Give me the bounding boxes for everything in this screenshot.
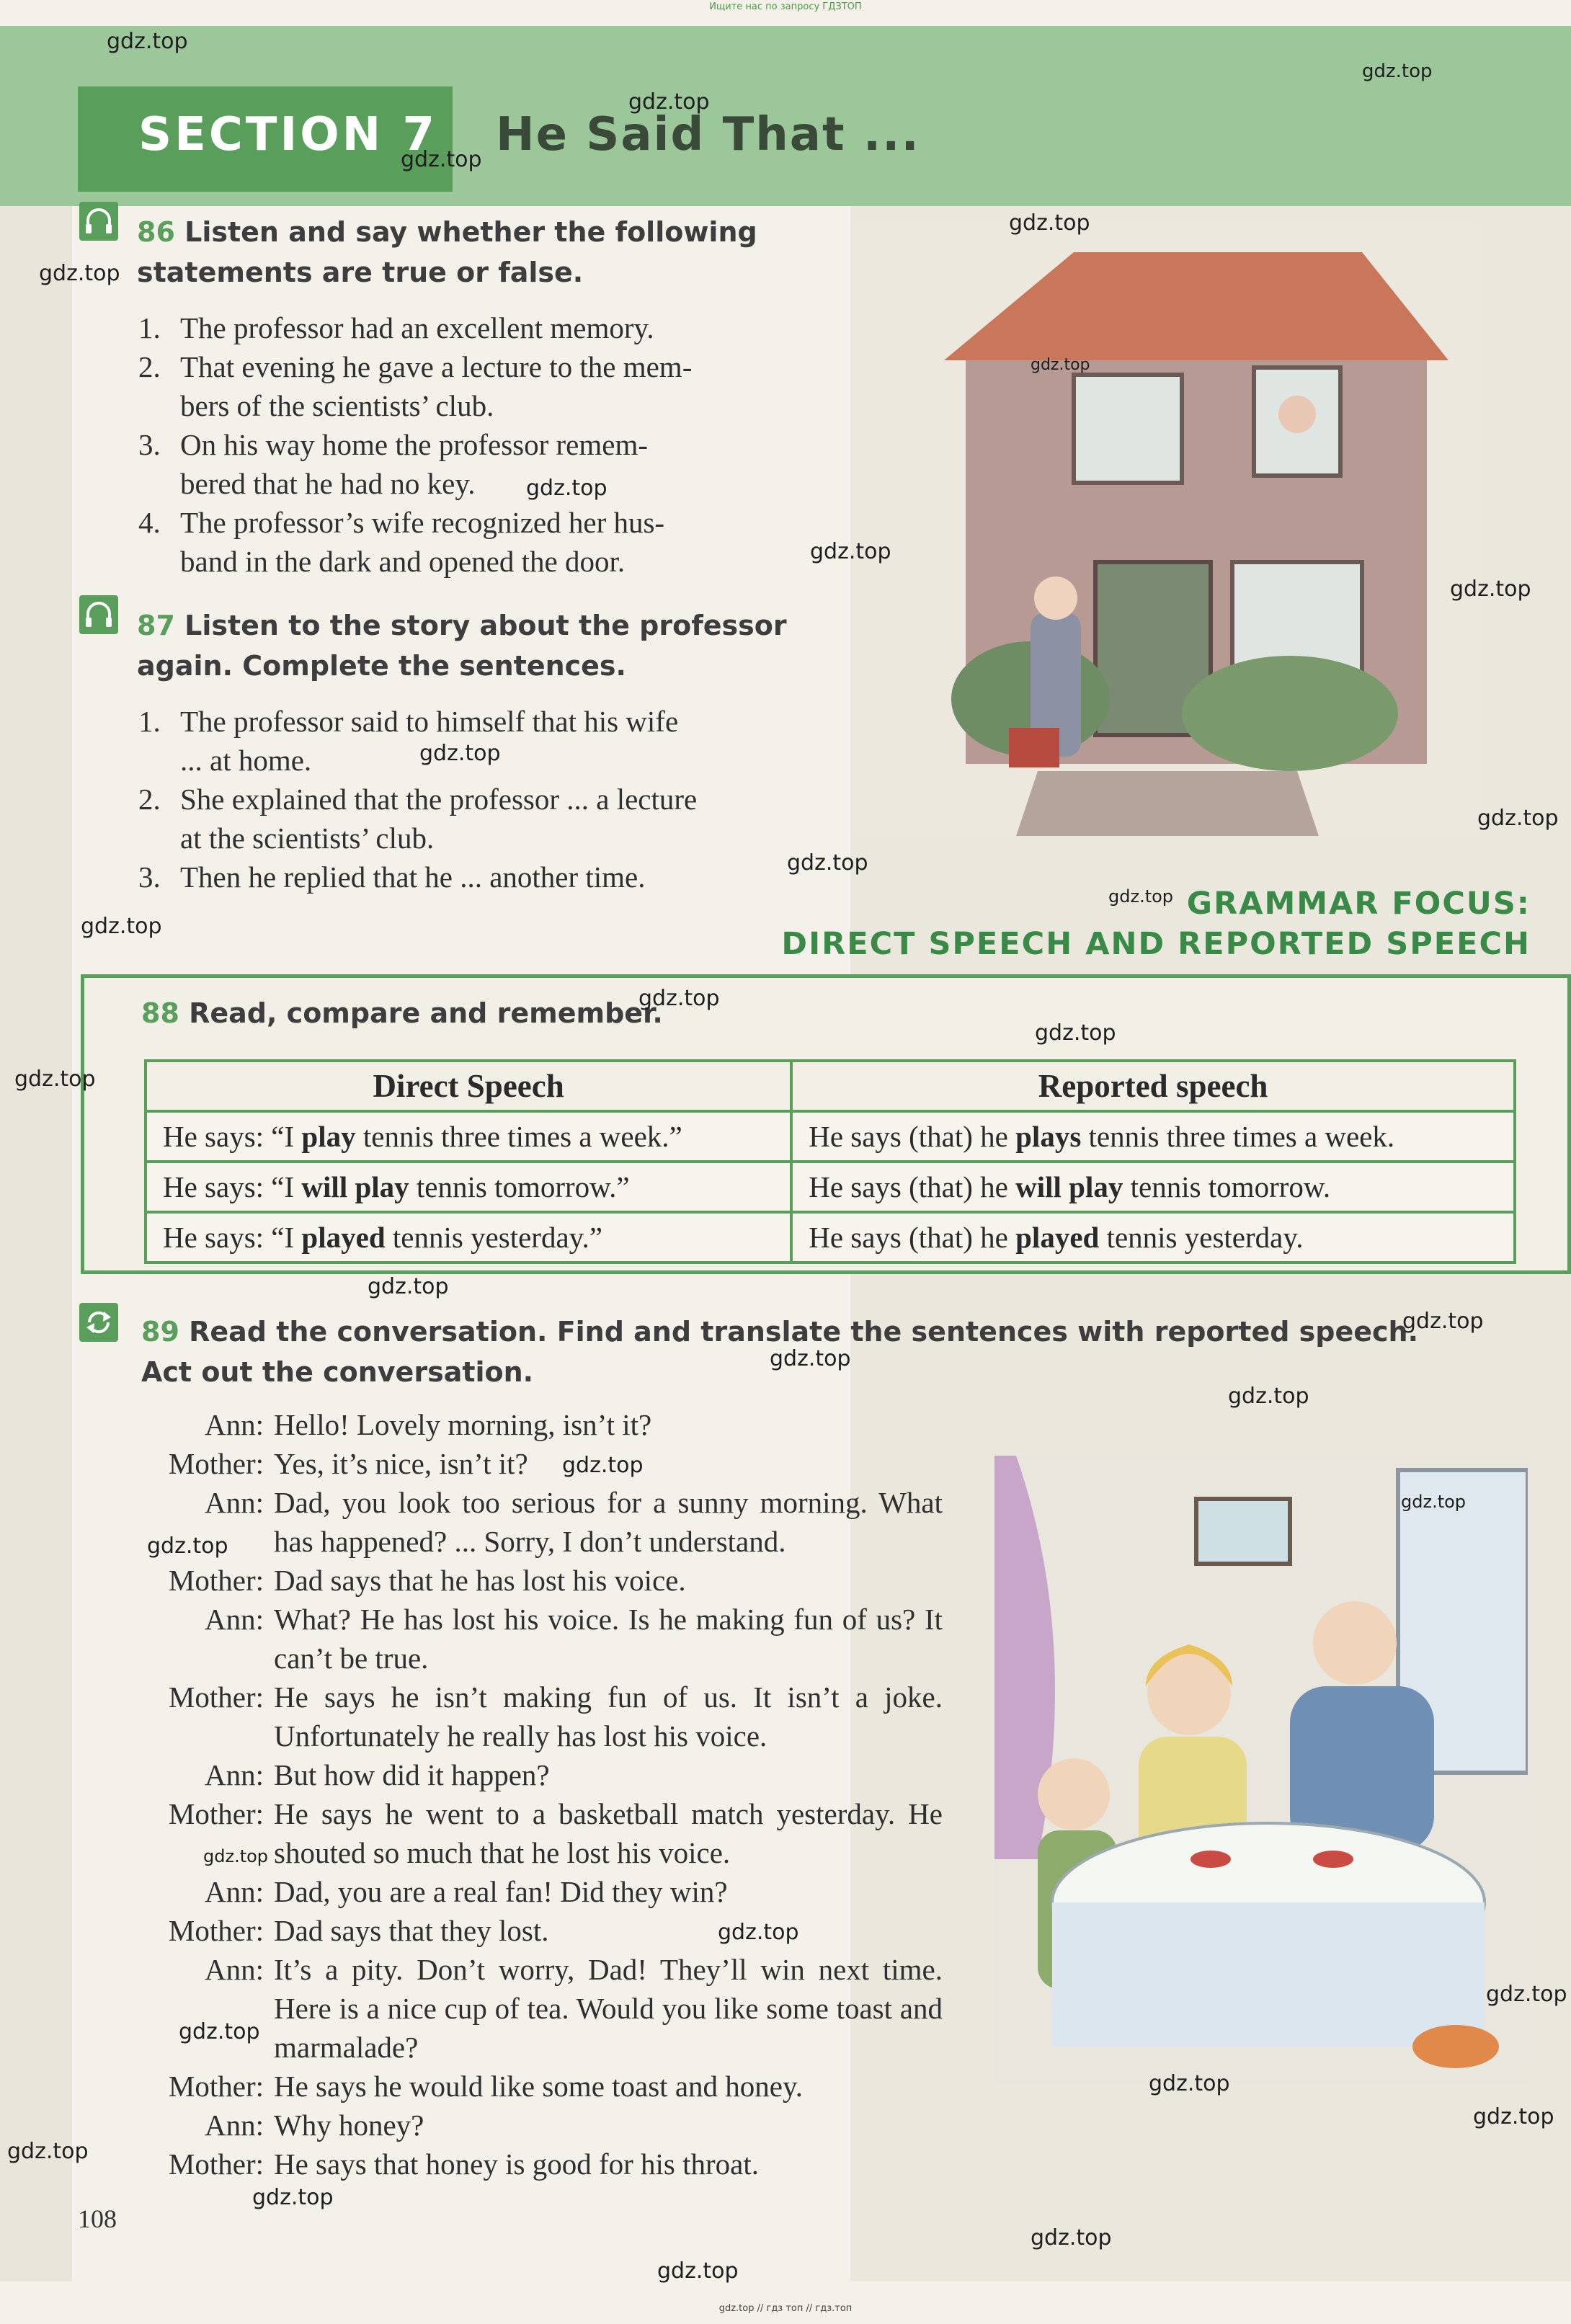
list-item: 3. Then he replied that he ... another time.: [138, 860, 646, 894]
grammar-focus-line: DIRECT SPEECH AND REPORTED SPEECH: [781, 926, 1531, 962]
exercise-instruction: Act out the conversation.: [141, 1356, 534, 1388]
exercise-number: 88: [141, 997, 179, 1029]
line-text: It’s a pity. Don’t worry, Dad! They’ll win next time. Here is a nice cup of tea. Would you like some toast and marmalade?: [274, 1953, 943, 2064]
exercise-87-heading: [137, 605, 787, 686]
dialogue-line: [135, 1600, 943, 1678]
watermark: gdz.top: [1401, 1492, 1467, 1512]
speaker: Mother:: [168, 1564, 264, 1597]
direct-speech-cell: He says: “I will play tennis tomorrow.”: [146, 1162, 791, 1212]
direct-speech-cell: He says: “I play tennis three times a week.”: [146, 1111, 791, 1162]
line-text: Dad, you look too serious for a sunny morning. What has happened? ... Sorry, I don’t understand.: [274, 1486, 943, 1558]
watermark: gdz.top: [562, 1453, 644, 1478]
dialogue-line: [135, 1444, 943, 1483]
watermark: gdz.top: [14, 1067, 96, 1092]
watermark: gdz.top: [1473, 2104, 1554, 2129]
column-header: Reported speech: [791, 1061, 1515, 1111]
page-number: 108: [78, 2204, 117, 2233]
speaker: Ann:: [205, 1758, 264, 1791]
dialogue: [135, 1405, 943, 2183]
tablecloth: [1052, 1902, 1485, 2047]
briefcase: [1009, 728, 1059, 767]
speaker: Ann:: [205, 2109, 264, 2142]
watermark: gdz.top: [179, 2019, 260, 2044]
dialogue-line: [135, 2106, 943, 2145]
table-row: [146, 1111, 1515, 1162]
table-row: [146, 1212, 1515, 1263]
watermark: gdz.top: [81, 914, 162, 939]
speaker: Ann:: [205, 1408, 264, 1441]
column-header: Direct Speech: [146, 1061, 791, 1111]
exercise-instruction: again. Complete the sentences.: [137, 650, 626, 682]
section-label: SECTION 7: [138, 108, 438, 161]
speaker: Mother:: [168, 2147, 264, 2181]
house-illustration: [858, 223, 1477, 836]
line-text: Hello! Lovely morning, isn’t it?: [274, 1408, 652, 1441]
line-text: He says he went to a basketball match yesterday. He shouted so much that he lost his voice.: [274, 1797, 943, 1869]
watermark: gdz.top: [401, 147, 482, 172]
line-text: Why honey?: [274, 2109, 424, 2142]
headphones-icon[interactable]: [79, 202, 118, 241]
repeat-icon[interactable]: [79, 1303, 118, 1342]
watermark: gdz.top: [1149, 2071, 1230, 2096]
line-text: He says he isn’t making fun of us. It isn’t a joke. Unfortunately he really has lost his voice.: [274, 1680, 943, 1753]
list-item: 2. That evening he gave a lecture to the mem- bers of the scientists’ club.: [138, 350, 693, 422]
line-text: Yes, it’s nice, isn’t it?: [274, 1447, 528, 1480]
picture-frame: [1196, 1499, 1290, 1564]
dialogue-line: [135, 2145, 943, 2183]
watermark: gdz.top: [203, 1846, 269, 1866]
person-in-window: [1278, 396, 1316, 433]
dialogue-line: [135, 1483, 943, 1561]
exercise-instruction: Read, compare and remember.: [189, 997, 663, 1029]
list-item: 2. She explained that the professor ... a lecture at the scientists’ club.: [138, 783, 698, 855]
watermark: gdz.top: [628, 89, 710, 115]
exercise-instruction: Listen to the story about the professor: [184, 610, 787, 641]
watermark: gdz.top: [526, 476, 608, 501]
watermark: gdz.top: [638, 986, 720, 1011]
speaker: Ann:: [205, 1953, 264, 1986]
watermark: gdz.top: [1477, 806, 1559, 831]
watermark: gdz.top: [1402, 1309, 1484, 1334]
exercise-instruction: Listen and say whether the following: [184, 216, 757, 248]
dialogue-line: [135, 1872, 943, 1911]
dialogue-line: [135, 1405, 943, 1444]
teacup: [1191, 1851, 1231, 1868]
line-text: Dad says that they lost.: [274, 1914, 549, 1947]
family-tea-illustration: [994, 1456, 1528, 2083]
list-item: 3. On his way home the professor remem- bered that he had no key.: [138, 428, 648, 500]
left-margin-strip: [0, 206, 72, 2281]
page-title: He Said That ...: [496, 108, 920, 161]
speaker: Mother:: [168, 1914, 264, 1947]
speaker: Ann:: [205, 1486, 264, 1519]
window: [1074, 375, 1182, 483]
bush: [1182, 656, 1398, 771]
line-text: He says that honey is good for his throat.: [274, 2147, 759, 2181]
direct-speech-cell: He says: “I played tennis yesterday.”: [146, 1212, 791, 1263]
reported-speech-cell: He says (that) he will play tennis tomorrow.: [791, 1162, 1515, 1212]
speaker: Ann:: [205, 1603, 264, 1636]
reported-speech-cell: He says (that) he plays tennis three times a week.: [791, 1111, 1515, 1162]
watermark: gdz.top: [810, 539, 891, 564]
line-text: Dad, you are a real fan! Did they win?: [274, 1875, 728, 1908]
dialogue-line: [135, 2067, 943, 2106]
dialogue-line: [135, 1561, 943, 1600]
girl-head: [1038, 1758, 1110, 1830]
watermark: gdz.top: [252, 2185, 334, 2210]
list-item: 1. The professor said to himself that his wife ... at home.: [138, 705, 679, 777]
dialogue-line: [135, 1678, 943, 1755]
speaker: Ann:: [205, 1875, 264, 1908]
watermark: gdz.top: [7, 2139, 89, 2164]
exercise-number: 87: [137, 610, 175, 641]
watermark: gdz.top: [1035, 1020, 1116, 1046]
watermark: gdz.top: [368, 1274, 449, 1299]
exercise-instruction: statements are true or false.: [137, 257, 584, 288]
watermark: gdz.top: [1009, 210, 1090, 236]
watermark: gdz.top: [1362, 61, 1433, 82]
line-text: Dad says that he has lost his voice.: [274, 1564, 686, 1597]
exercise-number: 86: [137, 216, 175, 248]
exercise-87-list: [138, 702, 773, 896]
speaker: Mother:: [168, 1797, 264, 1830]
cat: [1412, 2025, 1499, 2068]
watermark: gdz.top: [39, 261, 120, 286]
watermark: gdz.top: [147, 1533, 228, 1559]
watermark: gdz.top: [419, 741, 501, 766]
line-text: What? He has lost his voice. Is he making fun of us? It can’t be true.: [274, 1603, 943, 1675]
list-item: 1. The professor had an excellent memory.: [138, 311, 654, 344]
grammar-focus-line: GRAMMAR FOCUS:: [1186, 886, 1531, 922]
exercise-number: 89: [141, 1316, 179, 1348]
watermark: gdz.top: [787, 850, 868, 876]
father-head: [1313, 1601, 1397, 1685]
list-item: 4. The professor’s wife recognized her hus- band in the dark and opened the door.: [138, 506, 665, 578]
steps: [1016, 771, 1319, 836]
dialogue-line: [135, 1950, 943, 2067]
watermark: gdz.top: [1031, 356, 1090, 374]
bottom-links: gdz.top // гдз топ // гдз.топ: [718, 2303, 853, 2314]
headphones-icon[interactable]: [79, 595, 118, 634]
speaker: Mother:: [168, 1680, 264, 1714]
teacup: [1313, 1851, 1353, 1868]
dialogue-line: [135, 1755, 943, 1794]
line-text: He says he would like some toast and honey.: [274, 2070, 804, 2103]
watermark: gdz.top: [718, 1920, 799, 1945]
exercise-88-heading: [141, 993, 663, 1033]
professor-head: [1034, 576, 1077, 620]
reported-speech-cell: He says (that) he played tennis yesterday.: [791, 1212, 1515, 1263]
watermark: gdz.top: [1108, 886, 1174, 907]
watermark: gdz.top: [657, 2258, 739, 2284]
exercise-instruction: Read the conversation. Find and translate the sentences with reported speech.: [189, 1316, 1419, 1348]
watermark: gdz.top: [1486, 1982, 1567, 2007]
exercise-86-heading: [137, 212, 757, 293]
watermark: gdz.top: [107, 29, 188, 54]
watermark: gdz.top: [1228, 1384, 1309, 1409]
table-header-row: [146, 1061, 1515, 1111]
line-text: But how did it happen?: [274, 1758, 550, 1791]
top-note: Ищите нас по запросу ГДЗТОП: [709, 1, 862, 12]
watermark: gdz.top: [1031, 2225, 1112, 2250]
speech-table: [144, 1059, 1516, 1264]
watermark: gdz.top: [1450, 576, 1531, 602]
speaker: Mother:: [168, 1447, 264, 1480]
table-row: [146, 1162, 1515, 1212]
speaker: Mother:: [168, 2070, 264, 2103]
exercise-86-list: [138, 308, 765, 581]
dialogue-line: [135, 1911, 943, 1950]
watermark: gdz.top: [770, 1346, 851, 1371]
